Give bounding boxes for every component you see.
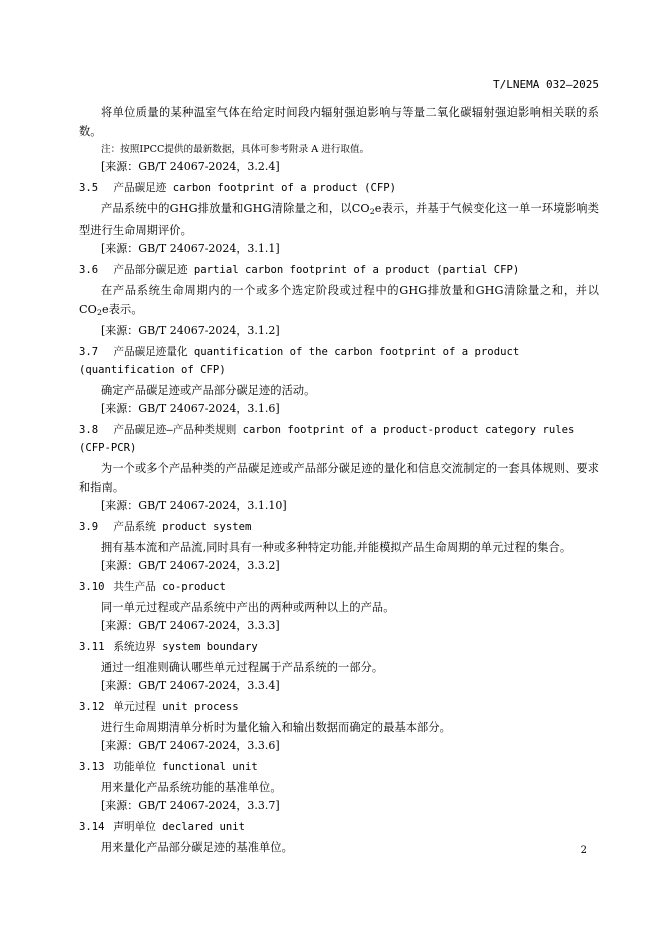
term-source: [来源：GB/T 24067-2024，3.3.7] xyxy=(101,799,280,812)
term-title: 功能单位 functional unit xyxy=(113,761,258,773)
term-heading xyxy=(79,578,599,596)
term-definition xyxy=(79,199,599,240)
term-heading xyxy=(79,758,599,776)
term-definition: 拥有基本流和产品流,同时具有一种或多种特定功能,并能模拟产品生命周期的单元过程的集合。 xyxy=(101,541,572,554)
term-heading xyxy=(79,818,599,836)
term-number: 3.5 xyxy=(79,182,99,194)
term-number: 3.6 xyxy=(79,264,99,276)
term-3-12 xyxy=(79,698,599,754)
term-definition xyxy=(79,281,599,322)
term-definition: 用来量化产品系统功能的基准单位。 xyxy=(101,781,282,794)
term-number: 3.7 xyxy=(79,346,99,358)
term-number: 3.8 xyxy=(79,424,99,436)
intro-paragraph: 将单位质量的某种温室气体在给定时间段内辐射强迫影响与等量二氧化碳辐射强迫影响相关联的系数。 xyxy=(79,106,599,138)
term-heading xyxy=(79,638,599,656)
term-title: 产品碳足迹量化 quantification of the carbon footprint of a product (quantification of CFP) xyxy=(79,346,520,376)
term-number: 3.13 xyxy=(79,761,105,773)
term-3-9 xyxy=(79,518,599,574)
term-3-5 xyxy=(79,179,599,257)
term-3-6 xyxy=(79,261,599,339)
page-number: 2 xyxy=(580,845,587,856)
term-definition: 通过一组准则确认哪些单元过程属于产品系统的一部分。 xyxy=(101,661,384,674)
term-source: [来源：GB/T 24067-2024，3.3.3] xyxy=(101,619,280,632)
term-definition: 进行生命周期清单分析时为量化输入和输出数据而确定的最基本部分。 xyxy=(101,721,451,734)
term-number: 3.11 xyxy=(79,641,105,653)
term-number: 3.12 xyxy=(79,701,105,713)
term-source: [来源：GB/T 24067-2024，3.3.4] xyxy=(101,679,280,692)
term-title: 产品系统 product system xyxy=(113,521,252,533)
term-title: 产品碳足迹 carbon footprint of a product (CFP) xyxy=(113,182,396,194)
term-source: [来源：GB/T 24067-2024，3.1.2] xyxy=(101,324,280,337)
term-3-8 xyxy=(79,421,599,514)
term-number: 3.14 xyxy=(79,821,105,833)
intro-note: 注：按照IPCC提供的最新数据，具体可参考附录 A 进行取值。 xyxy=(101,144,370,155)
document-body xyxy=(79,103,599,857)
term-source: [来源：GB/T 24067-2024，3.3.6] xyxy=(101,739,280,752)
term-definition: 确定产品碳足迹或产品部分碳足迹的活动。 xyxy=(101,384,316,397)
term-number: 3.10 xyxy=(79,581,105,593)
term-3-13 xyxy=(79,758,599,814)
term-3-7 xyxy=(79,343,599,417)
term-number: 3.9 xyxy=(79,521,99,533)
term-source: [来源：GB/T 24067-2024，3.1.6] xyxy=(101,402,280,415)
term-title: 系统边界 system boundary xyxy=(113,641,258,653)
intro-source: [来源：GB/T 24067-2024，3.2.4] xyxy=(101,160,280,173)
term-title: 共生产品 co-product xyxy=(113,581,226,593)
term-3-14 xyxy=(79,818,599,857)
term-source: [来源：GB/T 24067-2024，3.1.1] xyxy=(101,242,280,255)
term-heading xyxy=(79,179,599,197)
term-heading xyxy=(79,518,599,536)
term-source: [来源：GB/T 24067-2024，3.3.2] xyxy=(101,559,280,572)
term-definition: 为一个或多个产品种类的产品碳足迹或产品部分碳足迹的量化和信息交流制定的一套具体规则、要求和指南。 xyxy=(79,462,599,494)
term-title: 产品部分碳足迹 partial carbon footprint of a product (partial CFP) xyxy=(113,264,520,276)
term-heading xyxy=(79,343,599,379)
term-source: [来源：GB/T 24067-2024，3.1.10] xyxy=(101,499,287,512)
definition-text: 在产品系统生命周期内的一个或多个选定阶段或过程中的GHG排放量和GHG清除量之和，并以CO xyxy=(79,284,599,316)
subscript: 2 xyxy=(96,308,103,317)
subscript: 2 xyxy=(369,207,375,216)
definition-text: 产品系统中的GHG排放量和GHG清除量之和，以CO xyxy=(101,202,370,215)
definition-text: e表示。 xyxy=(102,303,143,316)
standard-number: T/LNEMA 032—2025 xyxy=(493,78,599,91)
term-3-11 xyxy=(79,638,599,694)
term-title: 产品碳足迹—产品种类规则 carbon footprint of a product-product category rules (CFP-PCR) xyxy=(79,424,575,454)
term-heading xyxy=(79,421,599,457)
term-3-10 xyxy=(79,578,599,634)
term-heading xyxy=(79,261,599,279)
term-definition: 同一单元过程或产品系统中产出的两种或两种以上的产品。 xyxy=(101,601,395,614)
term-definition: 用来量化产品部分碳足迹的基准单位。 xyxy=(101,841,293,854)
term-title: 单元过程 unit process xyxy=(113,701,239,713)
term-title: 声明单位 declared unit xyxy=(113,821,246,833)
definition-text: e表示，并基于气候变化这一单一环境影响类型进行生命周期评价。 xyxy=(79,202,599,237)
term-heading xyxy=(79,698,599,716)
